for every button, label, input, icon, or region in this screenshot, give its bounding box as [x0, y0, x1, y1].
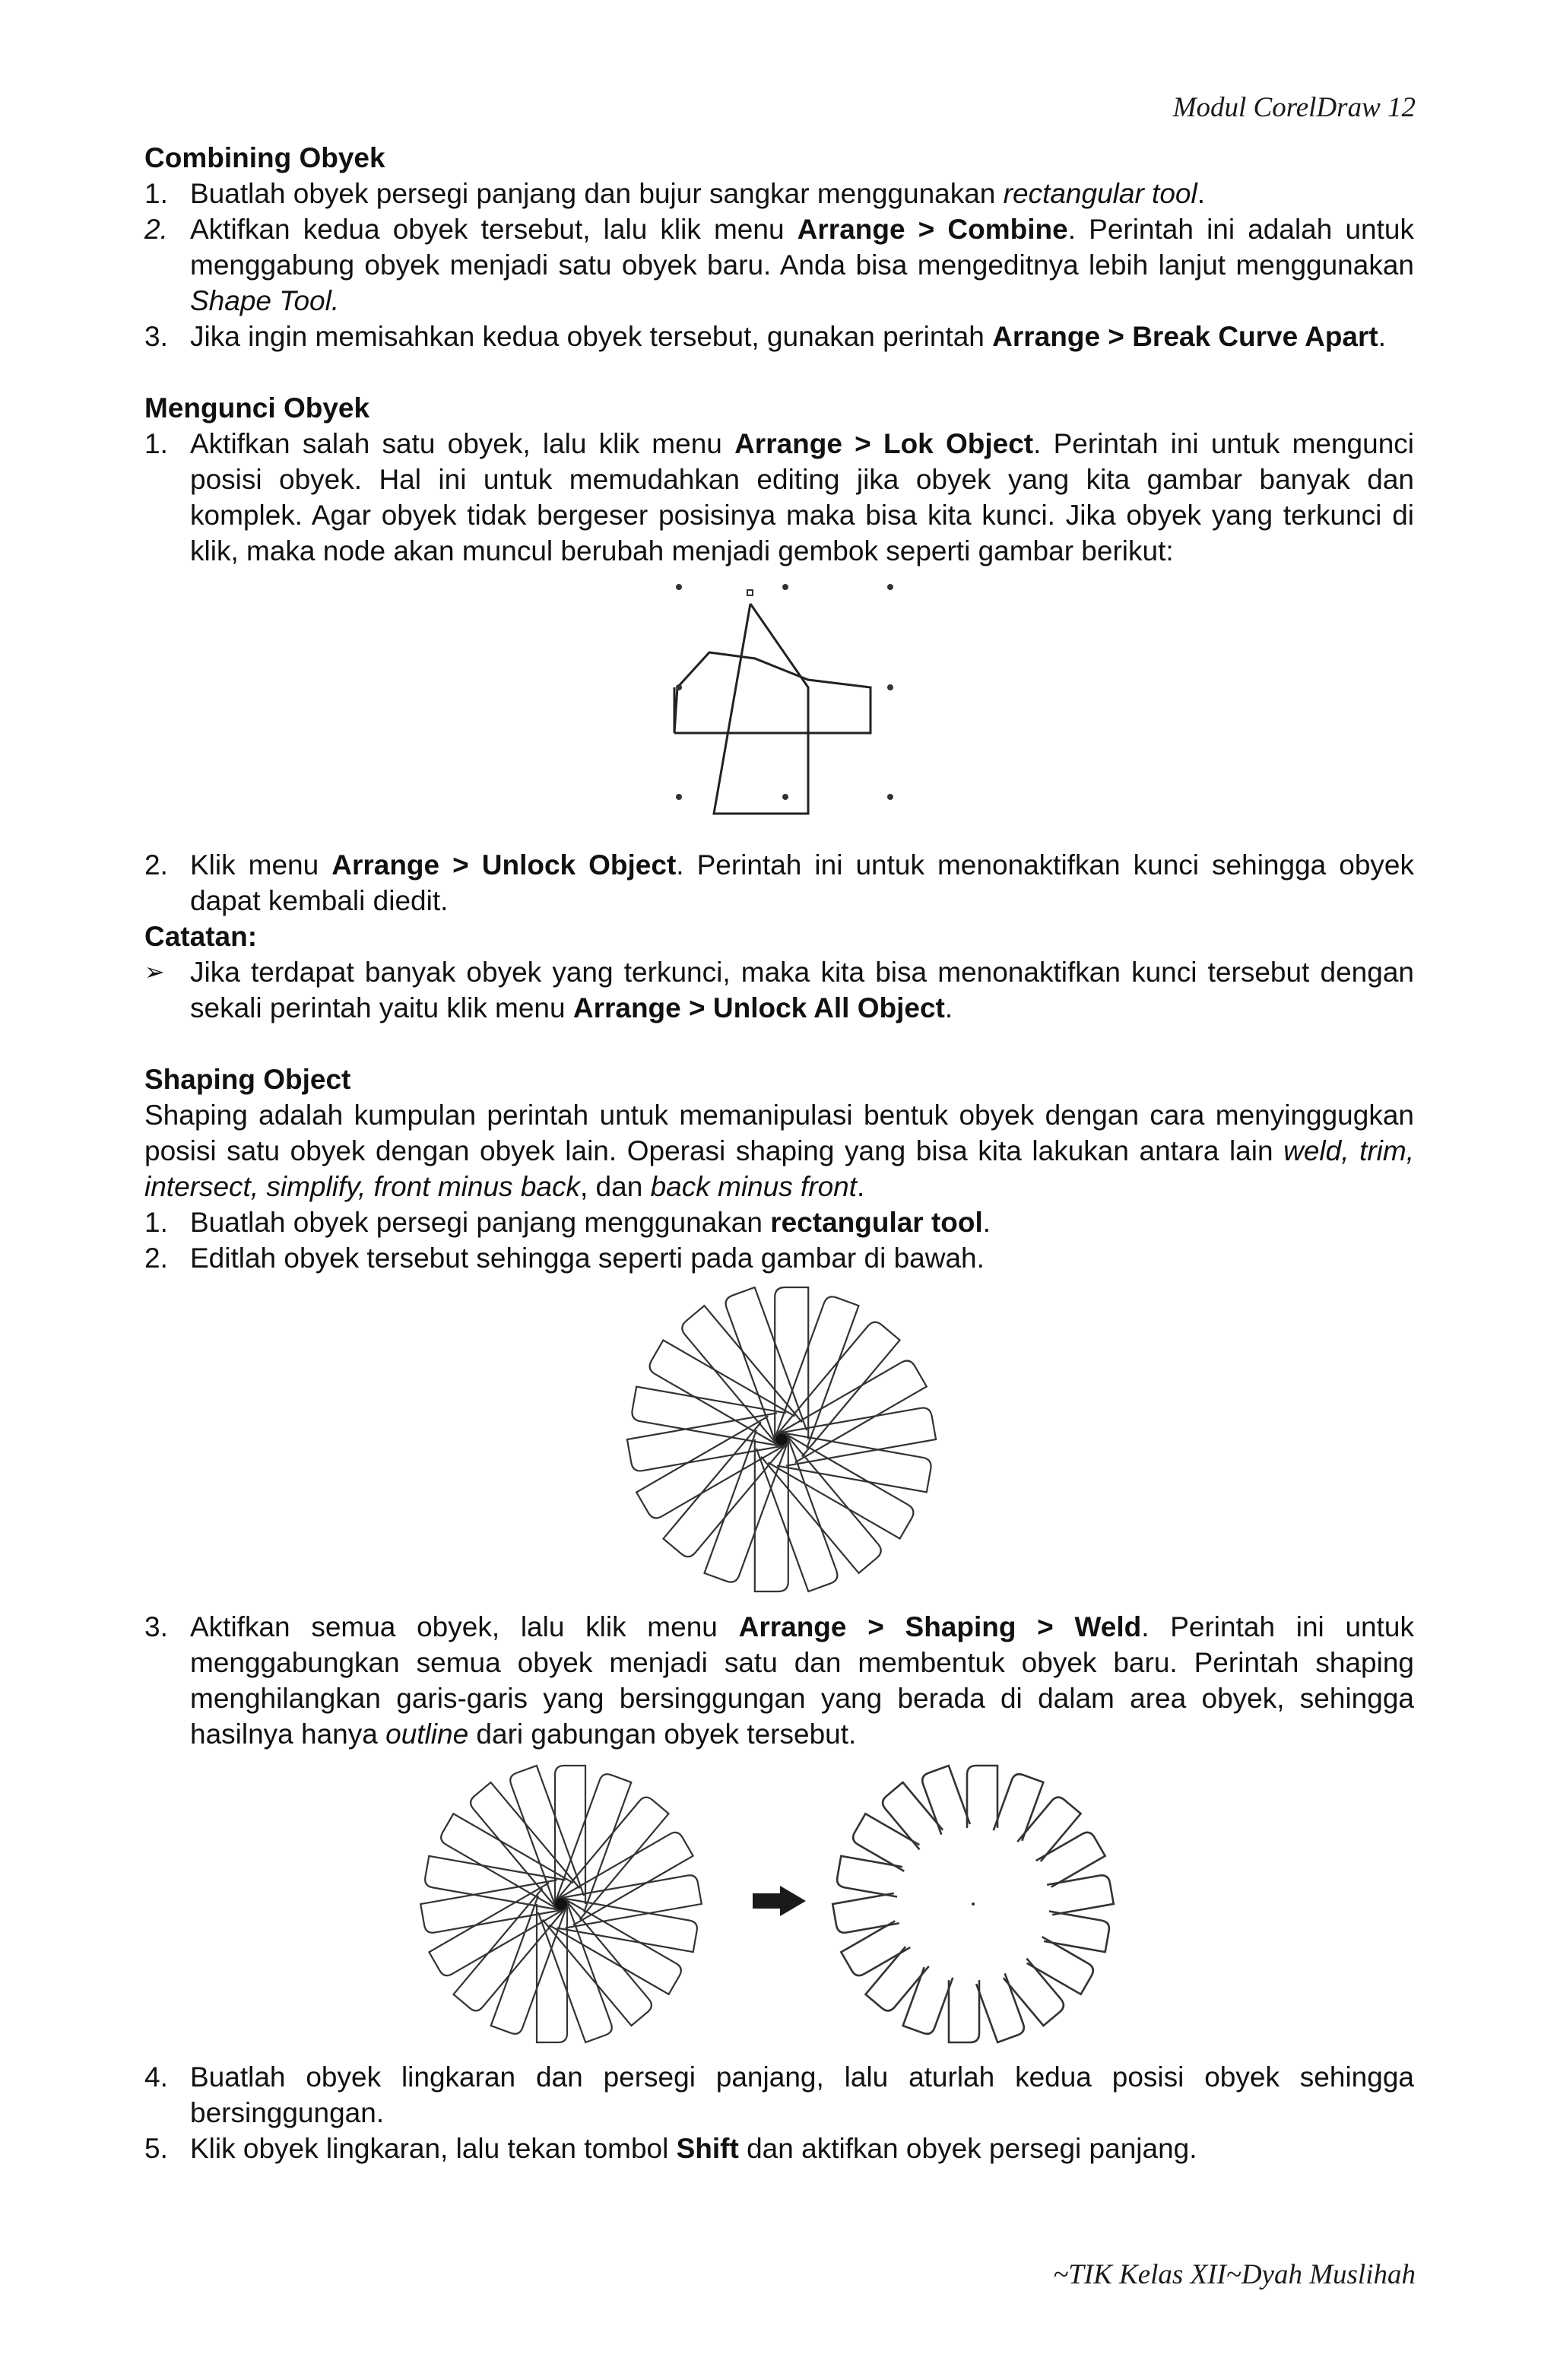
shaping-intro: Shaping adalah kumpulan perintah untuk memanipulasi bentuk obyek dengan cara menyinggugkan posisi satu obyek dengan obyek lain. Operasi shaping yang bisa kita lakukan antara lain weld, trim, intersect, simplify, front minus back, dan back minus front.: [144, 1100, 1414, 1202]
section-heading-combining: Combining Obyek: [144, 142, 385, 173]
rosette-shape: [420, 1766, 702, 2042]
page-footer: ~TIK Kelas XII~Dyah Muslihah: [1053, 2259, 1416, 2290]
list-number: 2.: [144, 214, 168, 245]
welded-rosette-shape: [832, 1766, 1114, 2042]
list-item: [144, 426, 1414, 569]
list-text: Editlah obyek tersebut sehingga seperti pada gambar di bawah.: [190, 1242, 985, 1274]
list-number: 5.: [144, 2133, 168, 2164]
list-number: 2.: [144, 849, 168, 881]
weld-result-figure: [144, 1760, 1414, 2056]
list-text: Klik menu Arrange > Unlock Object. Perintah ini untuk menonaktifkan kunci sehingga obyek dapat kembali diedit.: [190, 849, 1414, 916]
list-item: [144, 847, 1414, 919]
list-text: Aktifkan semua obyek, lalu klik menu Arrange > Shaping > Weld. Perintah ini untuk menggabungkan semua obyek menjadi satu dan membentuk obyek baru. Perintah shaping menghilangkan garis-garis yang bersinggungan yang berada di dalam area obyek, sehingga hasilnya hanya outline dari gabungan obyek tersebut.: [190, 1611, 1414, 1750]
list-text: Buatlah obyek persegi panjang menggunakan rectangular tool.: [190, 1207, 991, 1238]
locked-object-figure: [144, 573, 1414, 847]
list-number: 1.: [144, 428, 168, 459]
bullet-arrow-icon: ➢: [144, 958, 165, 985]
list-item: [144, 2131, 1414, 2166]
note-item: [144, 954, 1414, 1026]
rosette-shape: [627, 1287, 936, 1591]
list-number: 3.: [144, 321, 168, 352]
list-text: Aktifkan salah satu obyek, lalu klik menu Arrange > Lok Object. Perintah ini untuk mengunci posisi obyek. Hal ini untuk memudahkan editing jika obyek yang kita gambar banyak dan komplek. Agar obyek tidak bergeser posisinya maka bisa kita kunci. Jika obyek yang terkunci di klik, maka node akan muncul berubah menjadi gembok seperti gambar berikut:: [190, 428, 1414, 566]
list-item: [144, 1240, 1414, 1276]
list-item: [144, 176, 1414, 211]
list-text: Klik obyek lingkaran, lalu tekan tombol Shift dan aktifkan obyek persegi panjang.: [190, 2133, 1197, 2164]
list-item: [144, 1204, 1414, 1240]
list-item: [144, 319, 1414, 354]
section-heading-mengunci: Mengunci Obyek: [144, 392, 370, 424]
list-item: [144, 1609, 1414, 1752]
list-number: 3.: [144, 1611, 168, 1642]
section-heading-shaping: Shaping Object: [144, 1064, 351, 1095]
list-number: 4.: [144, 2061, 168, 2093]
list-number: 1.: [144, 178, 168, 209]
rosette-figure: [144, 1284, 1414, 1603]
note-heading: Catatan:: [144, 921, 258, 952]
list-text: Buatlah obyek lingkaran dan persegi panjang, lalu aturlah kedua posisi obyek sehingga bersinggungan.: [190, 2061, 1414, 2128]
list-number: 1.: [144, 1207, 168, 1238]
note-text: Jika terdapat banyak obyek yang terkunci, maka kita bisa menonaktifkan kunci tersebut dengan sekali perintah yaitu klik menu Arrange > Unlock All Object.: [190, 957, 1414, 1023]
list-text: Buatlah obyek persegi panjang dan bujur sangkar menggunakan rectangular tool.: [190, 178, 1205, 209]
list-number: 2.: [144, 1242, 168, 1274]
page-content: [144, 140, 1414, 2166]
list-item: [144, 2059, 1414, 2131]
list-text: Aktifkan kedua obyek tersebut, lalu klik menu Arrange > Combine. Perintah ini adalah untuk menggabung obyek menjadi satu obyek baru. Anda bisa mengeditnya lebih lanjut menggunakan Shape Tool.: [190, 214, 1414, 316]
list-text: Jika ingin memisahkan kedua obyek tersebut, gunakan perintah Arrange > Break Curve Apart.: [190, 321, 1387, 352]
arrow-right-icon: [753, 1886, 806, 1916]
lock-node-icon: [676, 584, 893, 800]
list-item: [144, 211, 1414, 319]
page-header: Modul CorelDraw 12: [1172, 92, 1416, 123]
